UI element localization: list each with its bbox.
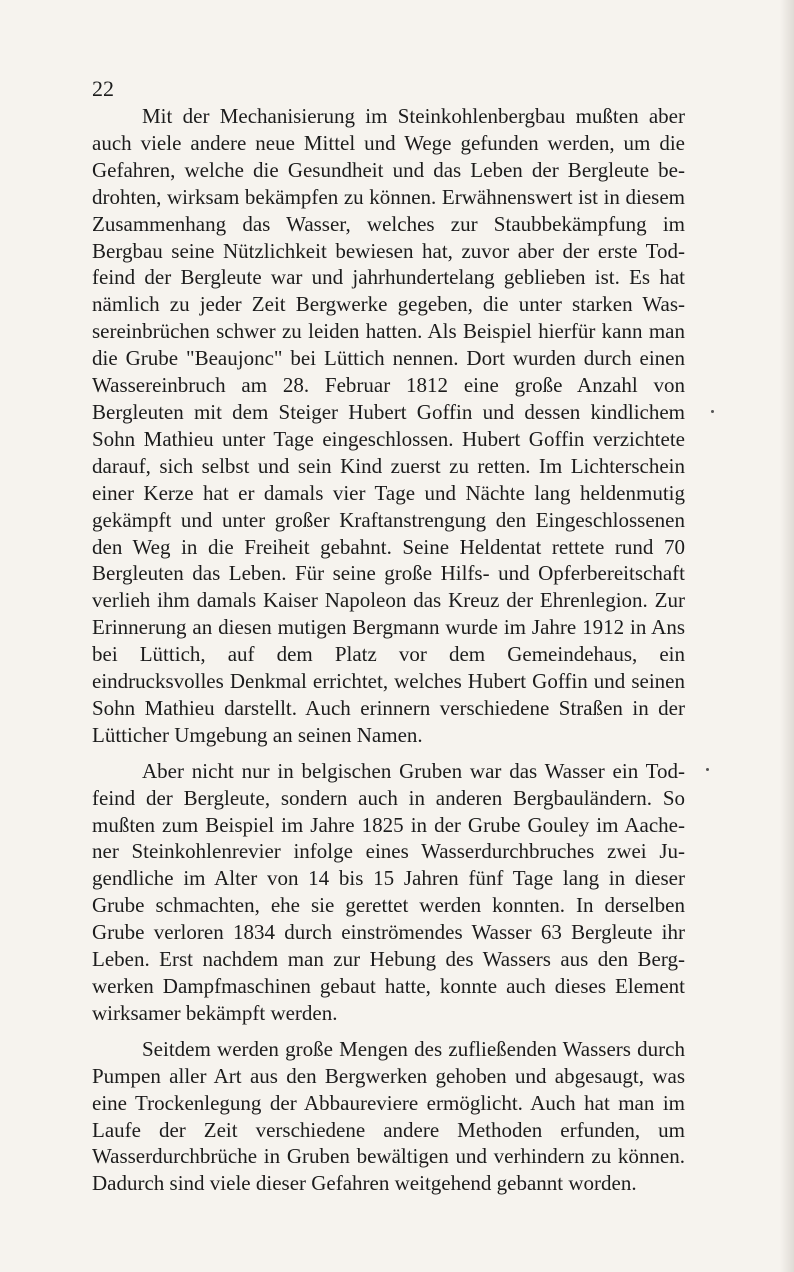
scan-speck bbox=[706, 768, 709, 771]
scan-speck bbox=[711, 410, 714, 413]
paragraph-other-mining-countries: Aber nicht nur in belgischen Gruben war das Wasser ein Todfeind der Bergleute, sondern auch in anderen Bergbauländern. So mußten zum Beispiel im Jahre 1825 in der Grube Gouley im Aachener Steinkohlenrevier infolge eines Wasserdurchbruches zwei Jugendliche im Alter von 14 bis 15 Jahren fünf Tage lang in dieser Grube schmachten, ehe sie gerettet werden konnten. In derselben Grube verloren 1834 durch einströmendes Wasser 63 Bergleute ihr Leben. Erst nachdem man zur Hebung des Wassers aus den Bergwerken Dampfmaschinen gebaut hatte, konnte auch dieses Element wirksamer bekämpft werden. bbox=[92, 758, 685, 1025]
paragraph-goffin: Mit der Mechanisierung im Steinkohlenbergbau mußten aber auch viele andere neue Mittel und Wege gefunden werden, um die Gefahren, welche die Gesundheit und das Leben der Bergleute bedrohten, wirksam bekämpfen zu können. Erwähnenswert ist in diesem Zusammenhang das Wasser, welches zur Staubbekämpfung im Bergbau seine Nützlichkeit bewiesen hat, zuvor aber der erste Todfeind der Bergleute war und jahrhundertelang geblieben ist. Es hat nämlich zu jeder Zeit Bergwerke gegeben, die unter starken Wassereinbrüchen schwer zu leiden hatten. Als Beispiel hierfür kann man die Grube "Beaujonc" bei Lüttich nennen. Dort wurden durch einen Wassereinbruch am 28. Februar 1812 eine große Anzahl von Bergleuten mit dem Steiger Hubert Goffin und dessen kindlichem Sohn Mathieu unter Tage eingeschlossen. Hubert Goffin verzichtete darauf, sich selbst und sein Kind zuerst zu retten. Im Lichterschein einer Kerze hat er damals vier Tage und Nächte lang heldenmutig gekämpft und unter großer Kraftanstrengung den Eingeschlossenen den Weg in die Freiheit gebahnt. Seine Heldentat rettete rund 70 Bergleuten das Leben. Für seine große Hilfs- und Opferbereitschaft verlieh ihm damals Kaiser Napoleon das Kreuz der Ehrenlegion. Zur Erinnerung an diesen mutigen Bergmann wurde im Jahre 1912 in Ans bei Lüttich, auf dem Platz vor dem Gemeindehaus, ein eindrucksvolles Denkmal errichtet, welches Hubert Goffin und seinen Sohn Mathieu darstellt. Auch erinnern verschiedene Straßen in der Lütticher Umgebung an seinen Namen. bbox=[92, 104, 685, 747]
page-number: 22 bbox=[92, 76, 114, 101]
page-edge-shadow bbox=[780, 0, 794, 1272]
body-text bbox=[92, 103, 685, 1197]
paragraph-pumps: Seitdem werden große Mengen des zufließenden Wassers durch Pumpen aller Art aus den Bergwerken gehoben und abgesaugt, was eine Trockenlegung der Abbaureviere ermöglicht. Auch hat man im Laufe der Zeit verschiedene andere Methoden erfunden, um Wasserdurchbrüche in Gruben bewältigen und verhindern zu können. Dadurch sind viele dieser Gefahren weitgehend gebannt worden. bbox=[92, 1036, 685, 1196]
